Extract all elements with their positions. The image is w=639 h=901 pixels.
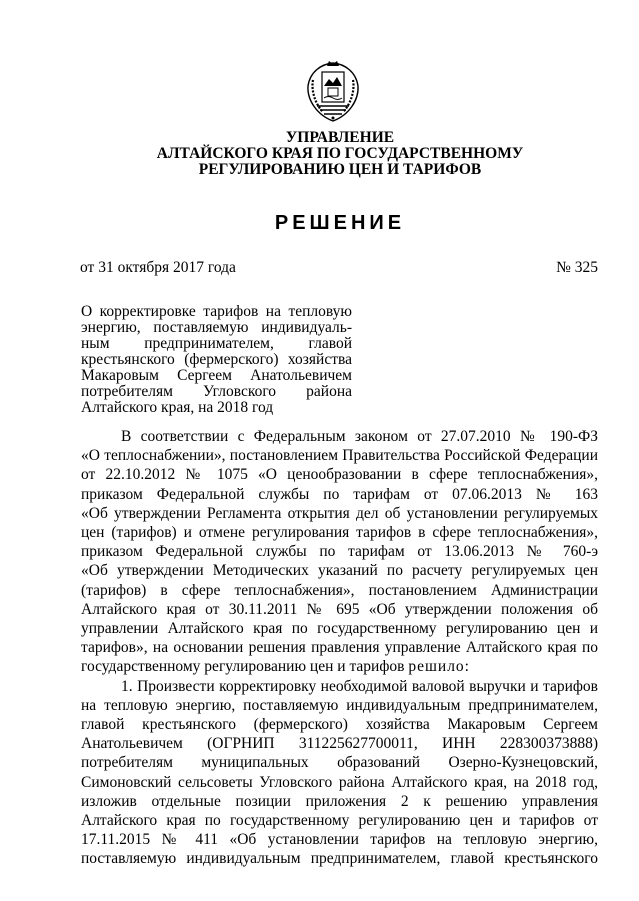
body-line: (тарифов) в сфере теплоснабжения», постановлением Администрации (81, 581, 598, 599)
body-line: изложив отдельные позиции приложения 2 к решению управления (81, 792, 598, 810)
body-line: приказом Федеральной службы по тарифам от 07.06.2013 № 163 (81, 485, 598, 503)
agency-name-line: РЕГУЛИРОВАНИЮ ЦЕН И ТАРИФОВ (198, 161, 482, 178)
agency-name (80, 130, 600, 178)
body-line: Анатольевичем (ОГРНИП 311225627700011, ИНН 228300373888) (81, 735, 598, 753)
body-line: на тепловую энергию, поставляемую индивидуальным предпринимателем, (81, 696, 598, 714)
body-line: управлении Алтайского края по государственному регулированию цен и (81, 620, 598, 638)
body-line: В соответствии с Федеральным законом от 27.07.2010 № 190-ФЗ (121, 428, 598, 445)
subject-line: Алтайского края, на 2018 год (81, 399, 274, 416)
preamble-paragraph (81, 427, 598, 677)
agency-name-line: УПРАВЛЕНИЕ (285, 129, 395, 146)
document-subject (81, 304, 352, 416)
body-line: Симоновский сельсоветы Угловского района Алтайского края, на 2018 год, (81, 773, 598, 791)
subject-line: энергию, поставляемую индивидуаль- (81, 319, 352, 336)
subject-line: крестьянского (фермерского) хозяйства (81, 351, 352, 368)
clause-1-paragraph (81, 677, 598, 869)
body-line: приказом Федеральной службы по тарифам от 13.06.2013 № 760-э (81, 543, 598, 561)
body-line: «О теплоснабжении», постановлением Правительства Российской Федерации (81, 447, 598, 465)
body-line-text: государственному регулированию цен и тарифов (81, 658, 409, 676)
document-type-title: РЕШЕНИЕ (274, 212, 406, 234)
agency-name-line: АЛТАЙСКОГО КРАЯ ПО ГОСУДАРСТВЕННОМУ (156, 145, 524, 162)
subject-line: О корректировке тарифов на тепловую (81, 303, 352, 320)
subject-line: потребителям Угловского района (81, 383, 352, 400)
body-line: «Об утверждении Методических указаний по расчету регулируемых цен (81, 562, 598, 580)
body-line: поставляемую индивидуальным предпринимателем, главой крестьянского (81, 850, 598, 868)
document-body (81, 427, 598, 869)
body-line: 17.11.2015 № 411 «Об установлении тарифов на тепловую энергию, (81, 831, 598, 849)
body-line: цен (тарифов) и отмене регулирования тарифов в сфере теплоснабжения», (81, 524, 598, 542)
body-line: 1. Произвести корректировку необходимой валовой выручки и тарифов (121, 677, 598, 695)
document-number: № 325 (556, 259, 598, 276)
body-line: главой крестьянского (фермерского) хозяйства Макаровым Сергеем (81, 716, 598, 734)
subject-line: ным предпринимателем, главой (81, 335, 352, 352)
body-line (81, 657, 598, 676)
coat-of-arms-emblem (303, 60, 363, 124)
body-line: тарифов», на основании решения правления управление Алтайского края по (81, 639, 598, 657)
subject-line: Макаровым Сергеем Анатольевичем (81, 367, 352, 384)
body-line: «Об утверждении Регламента открытия дел об установлении регулируемых (81, 504, 598, 522)
body-line: Алтайского края от 30.11.2011 № 695 «Об утверждении положения об (81, 600, 598, 618)
resolution-keyword: решило: (408, 658, 470, 676)
body-line: от 22.10.2012 № 1075 «О ценообразовании в сфере теплоснабжения», (81, 466, 598, 484)
document-date: от 31 октября 2017 года (80, 259, 236, 276)
body-line: потребителям муниципальных образований Озерно-Кузнецовский, (81, 754, 598, 772)
body-line: Алтайского края по государственному регулированию цен и тарифов от (81, 812, 598, 830)
